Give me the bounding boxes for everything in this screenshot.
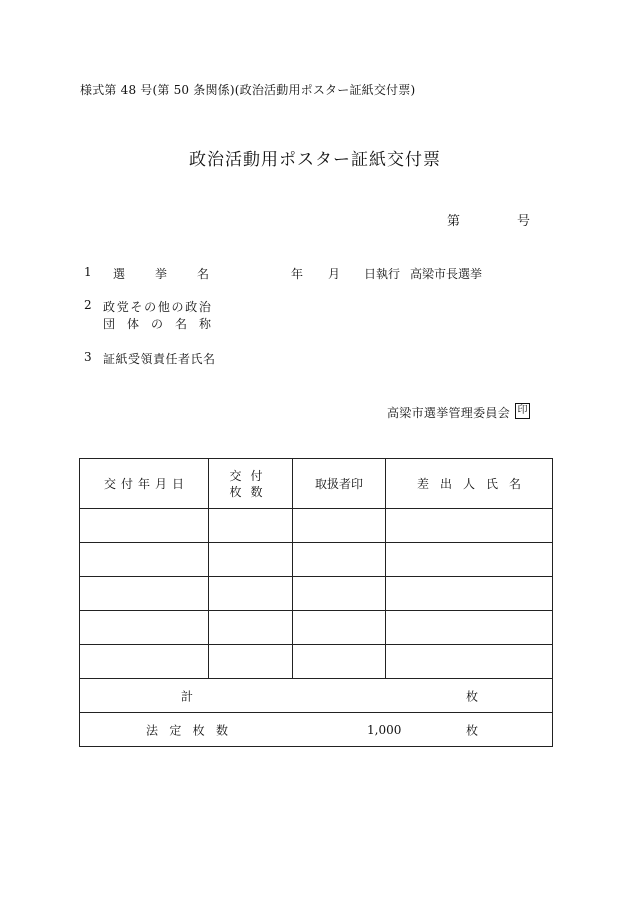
header-submitter-char: 氏 bbox=[485, 477, 498, 491]
cell-issue-date[interactable] bbox=[80, 509, 209, 543]
item1-label-char: 名 bbox=[196, 267, 209, 281]
item2-line1-char: の bbox=[144, 300, 157, 314]
header-submitter-char: 名 bbox=[508, 477, 521, 491]
table-row bbox=[80, 509, 553, 543]
number-label-suffix: 号 bbox=[517, 214, 531, 229]
header-submitter-char: 差 bbox=[417, 477, 430, 491]
item2-line1-char: 党 bbox=[116, 300, 129, 314]
form-reference: 様式第 48 号(第 50 条関係)(政治活動用ポスター証紙交付票) bbox=[80, 83, 416, 97]
item3-label: 証紙受領責任者氏名 bbox=[103, 352, 216, 366]
header-count-char: 枚 bbox=[229, 484, 242, 499]
item2-line1-char: そ bbox=[130, 300, 143, 314]
cell-handler-seal[interactable] bbox=[293, 543, 386, 577]
legal-count-cell bbox=[80, 713, 553, 747]
header-handler-seal: 取扱者印 bbox=[293, 459, 386, 509]
cell-submitter-name[interactable] bbox=[386, 645, 553, 679]
header-count-char: 交 bbox=[229, 468, 242, 483]
item1-day-label: 日執行 bbox=[364, 267, 401, 281]
cell-submitter-name[interactable] bbox=[386, 543, 553, 577]
header-date-char: 日 bbox=[171, 477, 184, 491]
item2-line1-char: 他 bbox=[157, 300, 170, 314]
cell-issue-count[interactable] bbox=[209, 509, 293, 543]
total-cell bbox=[80, 679, 553, 713]
table-row bbox=[80, 543, 553, 577]
cell-issue-count[interactable] bbox=[209, 577, 293, 611]
item2-line2-char: の bbox=[150, 317, 163, 331]
item1-year-label: 年 bbox=[291, 267, 304, 281]
item1-label-char: 選 bbox=[113, 267, 126, 281]
item2-line1-char: 治 bbox=[198, 300, 211, 314]
cell-issue-date[interactable] bbox=[80, 645, 209, 679]
cell-handler-seal[interactable] bbox=[293, 509, 386, 543]
cell-issue-count[interactable] bbox=[209, 645, 293, 679]
legal-count-value: 1,000 bbox=[367, 722, 402, 737]
item2-number: 2 bbox=[84, 298, 92, 312]
legal-count-unit: 枚 bbox=[466, 723, 479, 737]
item2-line1-char: 政 bbox=[185, 300, 198, 314]
cell-handler-seal[interactable] bbox=[293, 577, 386, 611]
legal-label-char: 数 bbox=[215, 723, 228, 737]
item1-label-char: 挙 bbox=[154, 267, 167, 281]
total-row bbox=[80, 679, 553, 713]
legal-label-char: 法 bbox=[146, 723, 159, 737]
header-count-char: 数 bbox=[250, 484, 263, 499]
total-unit: 枚 bbox=[466, 689, 479, 703]
header-date-char: 月 bbox=[154, 477, 167, 491]
item1-month-label: 月 bbox=[328, 267, 341, 281]
total-label: 計 bbox=[181, 689, 194, 703]
document-title: 政治活動用ポスター証紙交付票 bbox=[189, 150, 441, 170]
legal-label-char: 枚 bbox=[192, 723, 205, 737]
table-row bbox=[80, 611, 553, 645]
item3-number: 3 bbox=[84, 350, 92, 364]
header-submitter-name bbox=[386, 459, 553, 509]
header-issue-date bbox=[80, 459, 209, 509]
item2-line2-char: 名 bbox=[174, 317, 187, 331]
cell-handler-seal[interactable] bbox=[293, 645, 386, 679]
header-submitter-char: 人 bbox=[462, 477, 475, 491]
table-row bbox=[80, 577, 553, 611]
issuance-ledger-table bbox=[79, 458, 553, 747]
cell-handler-seal[interactable] bbox=[293, 611, 386, 645]
committee-name: 高梁市選挙管理委員会 bbox=[387, 406, 511, 420]
item1-number: 1 bbox=[84, 265, 92, 279]
cell-issue-count[interactable] bbox=[209, 543, 293, 577]
item2-label-line1 bbox=[103, 298, 211, 315]
cell-submitter-name[interactable] bbox=[386, 577, 553, 611]
legal-label-char: 定 bbox=[169, 723, 182, 737]
item2-label-line2 bbox=[103, 315, 211, 332]
item2-line1-char: の bbox=[171, 300, 184, 314]
item2-line1-char: 政 bbox=[103, 300, 116, 314]
header-date-char: 交 bbox=[104, 477, 117, 491]
header-count-char: 付 bbox=[250, 468, 263, 483]
header-issue-count bbox=[209, 459, 293, 509]
cell-issue-date[interactable] bbox=[80, 543, 209, 577]
item2-line2-char: 称 bbox=[198, 317, 211, 331]
number-label-prefix: 第 bbox=[447, 214, 461, 229]
table-header-row bbox=[80, 459, 553, 509]
header-date-char: 年 bbox=[137, 477, 150, 491]
item1-election-name: 高梁市長選挙 bbox=[410, 267, 483, 281]
seal-mark: 印 bbox=[515, 403, 530, 419]
cell-issue-date[interactable] bbox=[80, 577, 209, 611]
legal-count-row bbox=[80, 713, 553, 747]
cell-submitter-name[interactable] bbox=[386, 509, 553, 543]
item1-label bbox=[113, 265, 209, 282]
cell-issue-count[interactable] bbox=[209, 611, 293, 645]
legal-count-label bbox=[146, 721, 228, 738]
cell-issue-date[interactable] bbox=[80, 611, 209, 645]
header-submitter-char: 出 bbox=[439, 477, 452, 491]
item2-line2-char: 団 bbox=[103, 317, 116, 331]
cell-submitter-name[interactable] bbox=[386, 611, 553, 645]
table-row bbox=[80, 645, 553, 679]
item2-line2-char: 体 bbox=[126, 317, 139, 331]
header-date-char: 付 bbox=[120, 477, 133, 491]
